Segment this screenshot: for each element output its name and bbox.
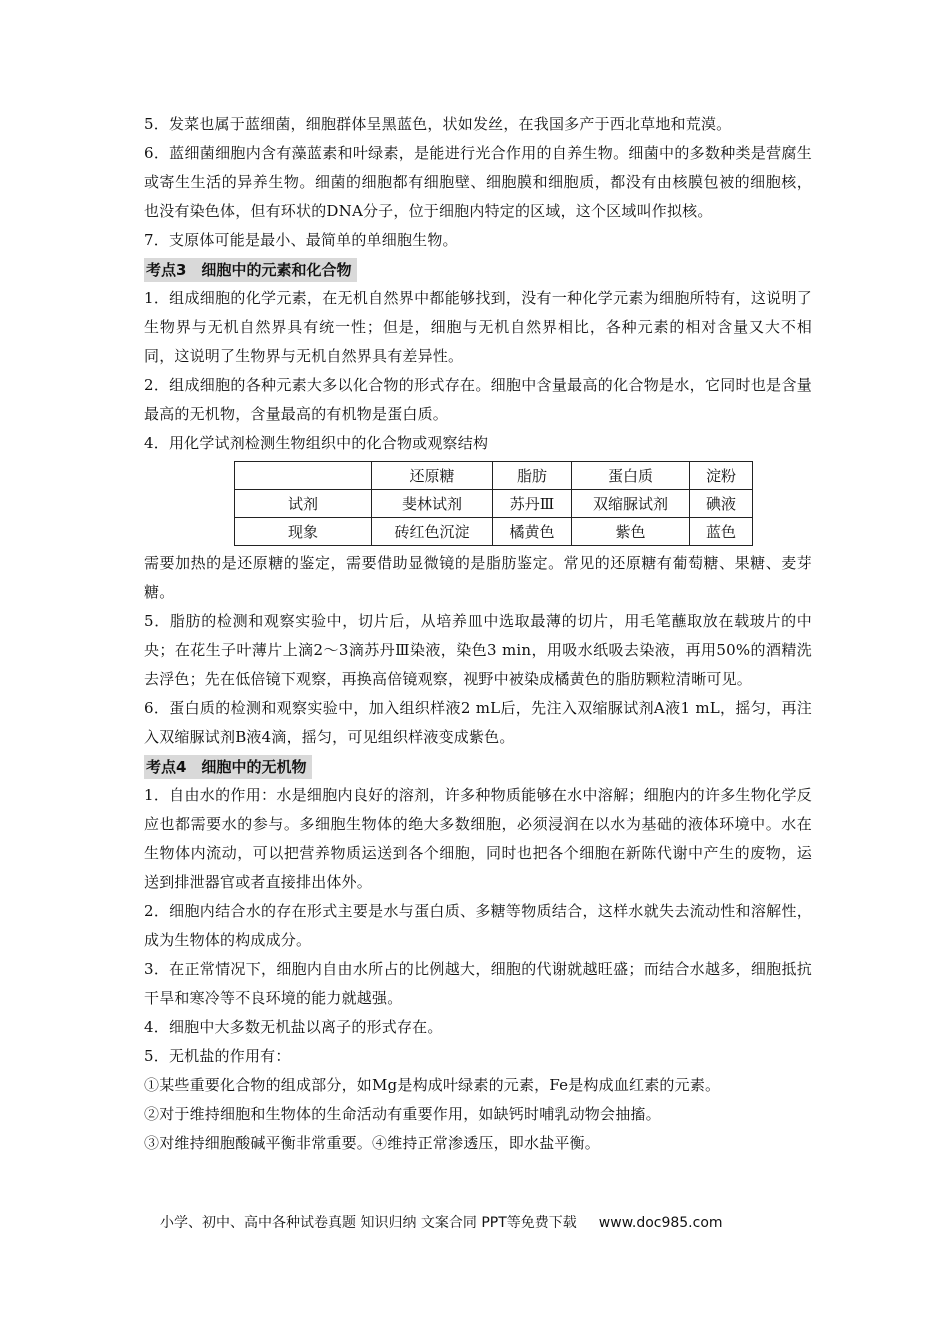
paragraph: 7．支原体可能是最小、最简单的单细胞生物。 [144, 231, 458, 249]
table-cell: 碘液 [690, 490, 753, 518]
paragraph: ③对维持细胞酸碱平衡非常重要。④维持正常渗透压，即水盐平衡。 [144, 1134, 601, 1152]
paragraph: 5．脂肪的检测和观察实验中，切片后，从培养皿中选取最薄的切片，用毛笔蘸取放在载玻片的中央；在花生子叶薄片上滴2～3滴苏丹Ⅲ染液，染色3 min，用吸水纸吸去染液，再用50%的酒精洗去浮色；先在低倍镜下观察，再换高倍镜观察，视野中被染成橘黄色的脂肪颗粒清晰可见。 [144, 612, 812, 688]
paragraph: 4．细胞中大多数无机盐以离子的形式存在。 [144, 1018, 443, 1036]
reagent-table [234, 461, 753, 546]
paragraph: 2．组成细胞的各种元素大多以化合物的形式存在。细胞中含量最高的化合物是水，它同时也是含量最高的无机物，含量最高的有机物是蛋白质。 [144, 376, 812, 423]
table-cell: 砖红色沉淀 [372, 518, 493, 546]
table-header-row [235, 462, 753, 490]
table-cell: 苏丹Ⅲ [493, 490, 572, 518]
footer-text: 小学、初中、高中各种试卷真题 知识归纳 文案合同 PPT等免费下载 [160, 1215, 577, 1231]
paragraph: ①某些重要化合物的组成部分，如Mg是构成叶绿素的元素，Fe是构成血红素的元素。 [144, 1076, 721, 1094]
paragraph: ②对于维持细胞和生物体的生命活动有重要作用，如缺钙时哺乳动物会抽搐。 [144, 1105, 661, 1123]
table-cell [235, 462, 372, 490]
paragraph: 2．细胞内结合水的存在形式主要是水与蛋白质、多糖等物质结合，这样水就失去流动性和溶解性，成为生物体的构成成分。 [144, 902, 812, 949]
table-cell: 现象 [235, 518, 372, 546]
paragraph: 需要加热的是还原糖的鉴定，需要借助显微镜的是脂肪鉴定。常见的还原糖有葡萄糖、果糖、麦芽糖。 [144, 554, 812, 601]
table-cell: 橘黄色 [493, 518, 572, 546]
paragraph: 1．组成细胞的化学元素，在无机自然界中都能够找到，没有一种化学元素为细胞所特有，这说明了生物界与无机自然界具有统一性；但是，细胞与无机自然界相比，各种元素的相对含量又大不相同，这说明了生物界与无机自然界具有差异性。 [144, 289, 812, 365]
table-row [235, 518, 753, 546]
document-body [144, 110, 812, 1158]
table-cell: 淀粉 [690, 462, 753, 490]
paragraph: 3．在正常情况下，细胞内自由水所占的比例越大，细胞的代谢就越旺盛；而结合水越多，细胞抵抗干旱和寒冷等不良环境的能力就越强。 [144, 960, 812, 1007]
table-cell: 紫色 [572, 518, 690, 546]
table-cell: 蛋白质 [572, 462, 690, 490]
table-row [235, 490, 753, 518]
paragraph: 5．发菜也属于蓝细菌，细胞群体呈黑蓝色，状如发丝，在我国多产于西北草地和荒漠。 [144, 115, 732, 133]
section-heading-3: 考点3 细胞中的元素和化合物 [144, 258, 357, 282]
footer-url-link[interactable]: www.doc985.com [598, 1215, 723, 1231]
table-cell: 试剂 [235, 490, 372, 518]
page-footer [160, 1212, 723, 1232]
paragraph: 6．蛋白质的检测和观察实验中，加入组织样液2 mL后，先注入双缩脲试剂A液1 mL，摇匀，再注入双缩脲试剂B液4滴，摇匀，可见组织样液变成紫色。 [144, 699, 812, 746]
table-cell: 脂肪 [493, 462, 572, 490]
table-cell: 蓝色 [690, 518, 753, 546]
table-cell: 还原糖 [372, 462, 493, 490]
paragraph: 4．用化学试剂检测生物组织中的化合物或观察结构 [144, 434, 489, 452]
paragraph: 6．蓝细菌细胞内含有藻蓝素和叶绿素，是能进行光合作用的自养生物。细菌中的多数种类是营腐生或寄生生活的异养生物。细菌的细胞都有细胞壁、细胞膜和细胞质，都没有由核膜包被的细胞核，也没有染色体，但有环状的DNA分子，位于细胞内特定的区域，这个区域叫作拟核。 [144, 144, 812, 220]
section-heading-4: 考点4 细胞中的无机物 [144, 755, 312, 779]
table-cell: 斐林试剂 [372, 490, 493, 518]
table-cell: 双缩脲试剂 [572, 490, 690, 518]
paragraph: 1．自由水的作用：水是细胞内良好的溶剂，许多种物质能够在水中溶解；细胞内的许多生物化学反应也都需要水的参与。多细胞生物体的绝大多数细胞，必须浸润在以水为基础的液体环境中。水在生物体内流动，可以把营养物质运送到各个细胞，同时也把各个细胞在新陈代谢中产生的废物，运送到排泄器官或者直接排出体外。 [144, 786, 812, 891]
paragraph: 5．无机盐的作用有： [144, 1047, 291, 1065]
